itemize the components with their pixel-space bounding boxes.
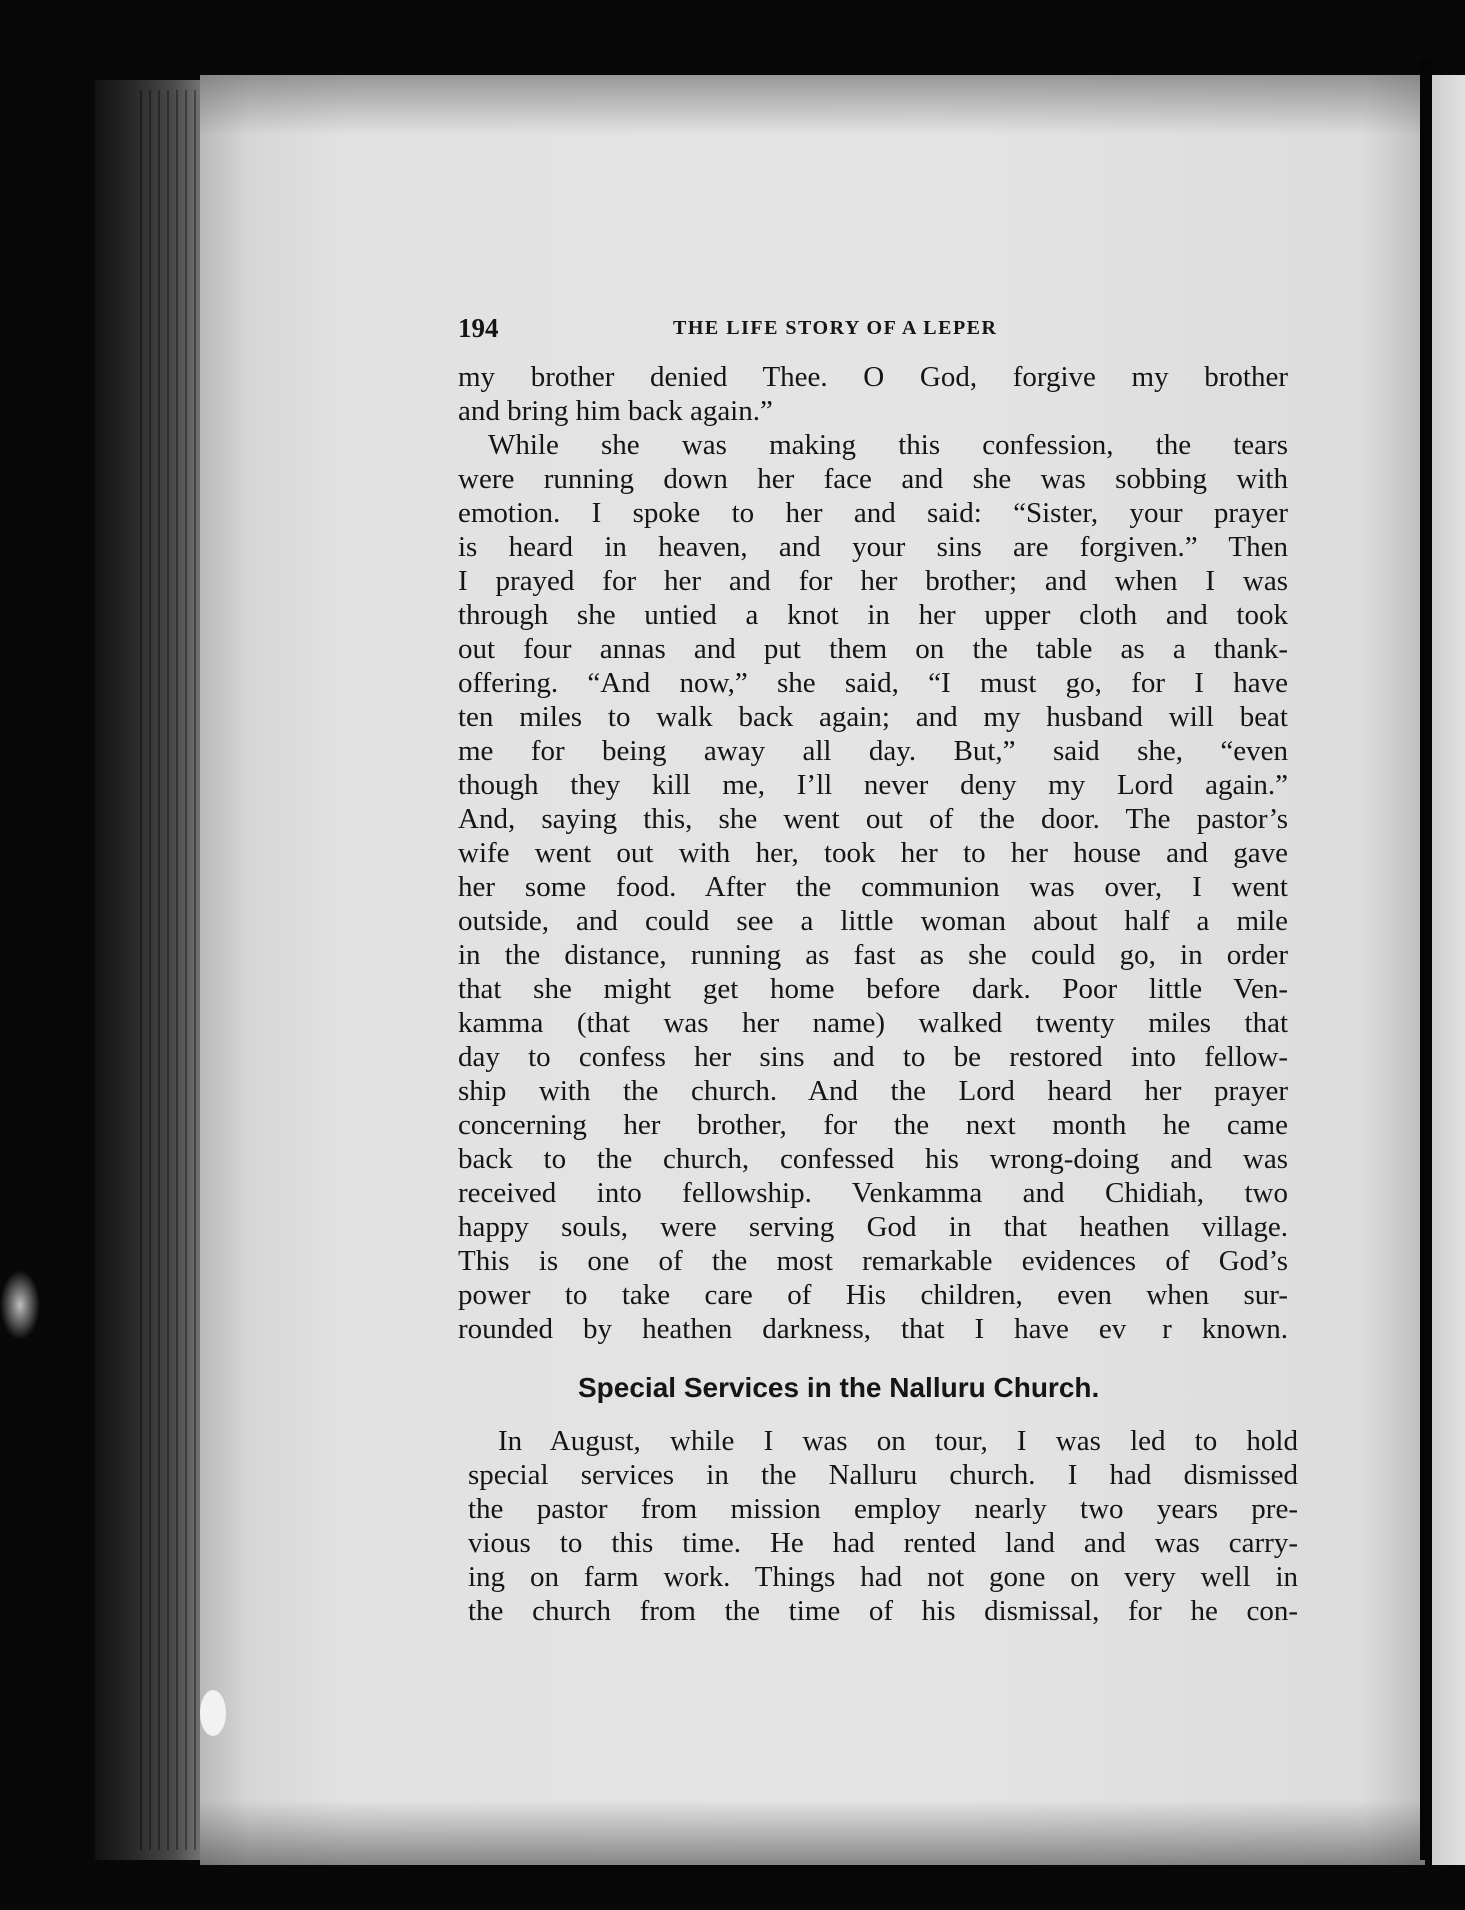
text-line: concerning her brother, for the next month he came [458,1109,1288,1141]
text-line: me for being away all day. But,” said she, “even [458,735,1288,767]
text-line: received into fellowship. Venkamma and Chidiah, two [458,1177,1288,1209]
text-line: This is one of the most remarkable evidences of God’s [458,1245,1288,1277]
text-line: in the distance, running as fast as she could go, in order [458,939,1288,971]
text-line: I prayed for her and for her brother; and when I was [458,565,1288,597]
section-heading: Special Services in the Nalluru Church. [578,1372,1100,1403]
text-line: ship with the church. And the Lord heard her prayer [458,1075,1288,1107]
text-line: out four annas and put them on the table as a thank- [458,633,1288,665]
text-line: wife went out with her, took her to her house and gave [458,837,1288,869]
text-line: were running down her face and she was sobbing with [458,463,1288,495]
text-line: While she was making this confession, the tears [488,429,1288,461]
book-title: THE LIFE STORY OF A LEPER [673,317,998,339]
text-line: through she untied a knot in her upper cloth and took [458,599,1288,631]
text-line: kamma (that was her name) walked twenty miles that [458,1007,1288,1039]
text-line: though they kill me, I’ll never deny my Lord again.” [458,769,1288,801]
text-line: my brother denied Thee. O God, forgive my brother [458,361,1288,393]
text-line: In August, while I was on tour, I was led to hold [498,1425,1298,1457]
text-line: the church from the time of his dismissal, for he con- [468,1595,1298,1627]
paper-spot [200,1690,226,1736]
text-line: special services in the Nalluru church. I had dismissed [468,1459,1298,1491]
text-line: outside, and could see a little woman about half a mile [458,905,1288,937]
text-line: the pastor from mission employ nearly two years pre- [468,1493,1298,1525]
page-number: 194 [458,313,499,343]
text-line: her some food. After the communion was over, I went [458,871,1288,903]
text-line: rounded by heathen darkness, that I have ev r known. [458,1313,1288,1345]
text-line: day to confess her sins and to be restored into fellow- [458,1041,1288,1073]
text-line: vious to this time. He had rented land and was carry- [468,1527,1298,1559]
text-line: and bring him back again.” [458,395,773,427]
text-line: offering. “And now,” she said, “I must go, for I have [458,667,1288,699]
text-line: is heard in heaven, and your sins are forgiven.” Then [458,531,1288,563]
text-line: ing on farm work. Things had not gone on very well in [468,1561,1298,1593]
text-line: that she might get home before dark. Poor little Ven- [458,973,1288,1005]
text-line: power to take care of His children, even when sur- [458,1279,1288,1311]
text-line: ten miles to walk back again; and my husband will beat [458,701,1288,733]
scan-glare [0,1270,40,1340]
text-line: happy souls, were serving God in that heathen village. [458,1211,1288,1243]
binding-edge [1420,60,1432,1860]
text-line: emotion. I spoke to her and said: “Sister, your prayer [458,497,1288,529]
text-line: And, saying this, she went out of the door. The pastor’s [458,803,1288,835]
facing-page-sliver [1432,75,1465,1865]
page-edges [140,90,200,1850]
running-head [458,313,1088,347]
page-top-shadow [200,75,1425,135]
page-bottom-shadow [200,1800,1425,1865]
text-line: back to the church, confessed his wrong-doing and was [458,1143,1288,1175]
